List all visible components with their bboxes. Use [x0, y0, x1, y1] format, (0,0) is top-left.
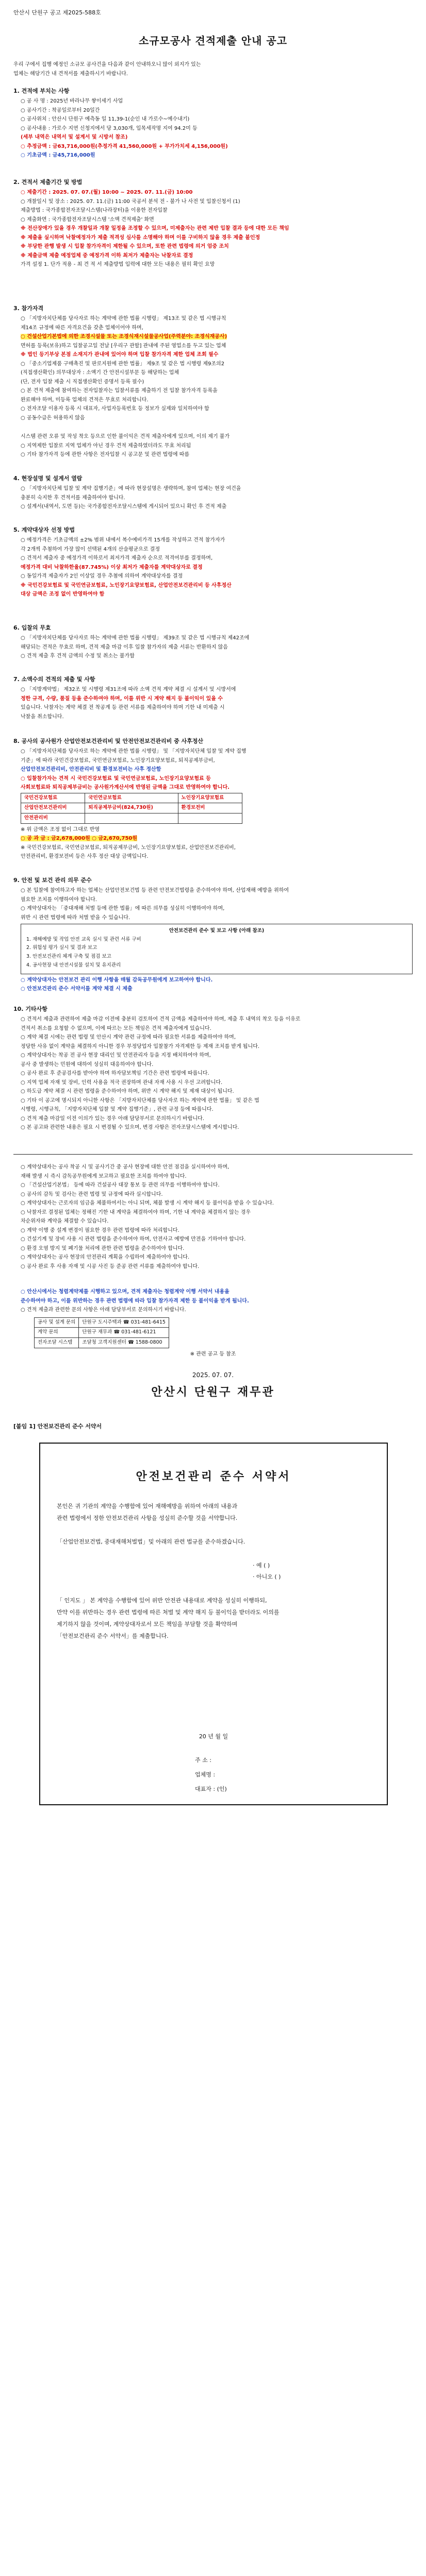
public-charge: ○ 공 과 금 : 금2,678,000원 ○ 금2,670,750원	[21, 836, 138, 842]
section-note: ※ 제출금액 제출 예정업체 중 예정가격 이하 최저가 제출자는 낙찰자로 결정	[21, 252, 193, 259]
table-cell: 노인장기요양보험료	[178, 793, 242, 803]
section-line: ○ 공사 완료 후 사용 자재 및 시공 사진 등 준공 관련 서류를 제출하여야 합니다.	[21, 1263, 200, 1269]
document-title: 소규모공사 견적제출 안내 공고	[138, 35, 288, 47]
table-row	[21, 803, 242, 814]
table-cell: 계약 문의	[35, 1328, 79, 1338]
intro-line: 우리 구에서 집행 예정인 소규모 공사건을 다음과 같이 안내하오니 많이 외지가 있는	[13, 62, 201, 67]
section-heading: 7. 소액수의 견적의 제출 및 사항	[13, 676, 95, 683]
section-line: ○ 낙찰자로 결정된 업체는 정해진 기한 내 계약을 체결하여야 하며, 기한 내 계약을 체결하지 않는 경우	[21, 1209, 251, 1215]
box-line: 2. 위험성 평가 실시 및 결과 보고	[26, 945, 97, 951]
section-heading: 10. 기타사항	[13, 1006, 47, 1012]
box-title: 안전보건관리 준수 및 보고 사항 (아래 참조)	[169, 928, 265, 934]
table-cell: 전자조달 시스템	[35, 1337, 79, 1348]
section-note: 정한 규격, 수량, 품질 등을 준수하여야 하며, 이를 위반 시 계약 해지 등 불이익이 있을 수	[21, 696, 223, 702]
safety-box	[21, 924, 413, 974]
section-line: ○ 기타 이 공고에 명시되지 아니한 사항은 「지방자치단체를 당사자로 하는 계약에 관한 법률」 및 같은 법	[21, 1097, 259, 1104]
pledge-option-yes[interactable]: · 예 ( )	[253, 1562, 270, 1569]
section-line: 견적서 취소를 요청할 수 없으며, 이에 따르는 모든 책임은 견적 제출자에게 있습니다.	[21, 1025, 211, 1031]
attachment-label: [붙임 1] 안전보건관리 준수 서약서	[13, 1423, 102, 1430]
section-10	[13, 1005, 413, 1133]
section-line: ○ 공사의 감독 및 검사는 관련 법령 및 규정에 따라 실시합니다.	[21, 1191, 163, 1197]
section-line: (단, 전자 입찰 제출 시 직접생산확인 증명서 등록 필수)	[21, 379, 144, 385]
section-line: 완료해야 하며, 미등록 업체의 견적은 무효로 처리합니다.	[21, 397, 149, 403]
representative-field[interactable]: 대표자 : (인)	[195, 1786, 227, 1792]
table-cell	[85, 813, 178, 823]
section-line: (세부 내역은 내역서 및 설계서 및 시방서 참조)	[21, 134, 128, 141]
pledge-title: 안전보건관리 준수 서약서	[136, 1470, 291, 1483]
pledge-line: 「 인지도 」 본 계약을 수행함에 있어 위반 안전관 내용대로 계약을 성실히 이행하되,	[57, 1597, 267, 1604]
section-line: 시스템 관련 오류 및 작성 착오 등으로 인한 불이익은 견적 제출자에게 있으며, 이의 제기 불가	[21, 434, 230, 439]
section-line: ○ 기타 참가자격 등에 관한 사항은 전자입찰 시 공고문 및 관련 법령에 따름	[21, 452, 190, 457]
section-6	[13, 623, 413, 662]
pledge-line: 본인은 귀 기관의 계약을 수행함에 있어 재해예방을 위하여 아래의 내용과	[57, 1503, 238, 1510]
section-line: 각 2개씩 추첨하여 가장 많이 선택된 4개의 산술평균으로 결정	[21, 546, 160, 552]
table-cell: 공사 및 설계 문의	[35, 1317, 79, 1328]
table-cell: 퇴직공제부금비(824,730원)	[85, 803, 178, 814]
section-line: ○ 하도급 계약 체결 시 관련 법령을 준수하여야 하며, 위반 시 계약 해지 및 제재 대상이 됩니다.	[21, 1089, 234, 1095]
section-heading: 3. 참가자격	[13, 305, 44, 312]
table-cell: 조달청 고객지원센터 ☎ 1588-0800	[79, 1337, 169, 1348]
box-line: 3. 안전보건관리 체계 구축 및 점검 보고	[26, 954, 111, 960]
license-requirement: ○ 건설산업기본법에 의한 조경시설물 또는 조경식재시설물공사업(주력분야: 조경식재공사)	[21, 334, 227, 340]
section-10-continued	[13, 1163, 413, 1272]
section-line: ○ 안전보건관리 준수 서약서를 계약 체결 시 제출	[21, 986, 133, 992]
section-line: 정당한 사유 없이 계약을 체결하지 아니한 경우 부정당업자 입찰참가 자격제한 등 제재 조치를 받게 됩니다.	[21, 1043, 260, 1049]
section-line: ○ 공사기간 : 착공일로부터 20일간	[21, 107, 100, 113]
section-1	[13, 87, 413, 161]
table-row	[21, 813, 242, 823]
section-line: ○ 계약상대자는 공사 착공 시 및 공사기간 중 공사 현장에 대한 안전 점검을 실시하여야 하며,	[21, 1164, 230, 1170]
section-line: ○ 견적 제출 마감일 이전 이의가 있는 경우 아래 담당부서로 문의하시기 바랍니다.	[21, 1115, 204, 1122]
notice-date: 2025. 07. 07.	[192, 1371, 234, 1379]
section-line: ○ 공동수급은 허용하지 않음	[21, 415, 85, 421]
section-note: ○ 입찰참가자는 견적 시 국민건강보험료 및 국민연금보험료, 노인장기요양보험료 등	[21, 775, 211, 782]
company-field[interactable]: 업체명 :	[195, 1771, 216, 1778]
section-line: ○ 공사 완료 후 준공검사를 받아야 하며 하자담보책임 기간은 관련 법령에 따릅니다.	[21, 1071, 209, 1077]
section-line: ○ 본 견적 제출에 참여하는 전자입찰자는 입찰서류를 제출하기 전 입찰 참가자격 등록을	[21, 388, 218, 394]
section-line: ※ 위 금액은 조정 없이 그대로 반영	[21, 826, 100, 833]
section-line: ○ 제출화면 : 국가종합전자조달시스템 '소액 견적제출' 화면	[21, 216, 154, 223]
section-line: 낙찰을 취소합니다.	[21, 714, 64, 720]
section-line: 제14조 규정에 따른 자격요건을 갖춘 업체이어야 하며,	[21, 325, 143, 331]
table-cell: 산업안전보건관리비	[21, 803, 85, 814]
section-line: ○ 공 사 명 : 2025년 바라나무 쌓이세기 사업	[21, 98, 123, 105]
pledge-line	[57, 1549, 370, 1560]
intro-line: 업체는 해당기간 내 견적서를 제출하시기 바랍니다.	[13, 71, 128, 77]
table-cell: 국민연금보험료	[85, 793, 178, 803]
table-row	[21, 793, 242, 803]
estimated-amount: ○ 추정금액 : 금63,716,000원(추정가격 41,560,000원 + 부가가치세 4,156,000원)	[21, 143, 228, 149]
section-note: ※ 부당한 관행 발생 시 입찰 참가자격이 제한될 수 있으며, 또한 관련 법령에 의거 엄중 조치	[21, 244, 229, 250]
section-line: 준수하여야 하고, 이를 위반하는 경우 관련 법령에 따라 입찰 참가자격 제한 등 불이익을 받게 됩니다.	[21, 1298, 249, 1304]
section-line: ○ 견적서 제출자 중 예정가격 이하로서 최저가격 제출자 순으로 적격여부를 결정하며,	[21, 555, 213, 562]
section-line: ○ 「중소기업제품 구매촉진 및 판로지원에 관한 법률」 제9조 및 같은 법 시행령 제9조의2	[21, 361, 225, 367]
section-line: ○ 전자조달 이용자 등록 시 대표자, 사업자등록번호 등 정보가 실제와 일치하여야 함	[21, 406, 209, 412]
section-line: ○ 견적서 제출과 관련하여 제출 마감 이전에 충분히 검토하여 견적 금액을 제출하여야 하며, 제출 후 내역의 착오 등을 이유로	[21, 1016, 301, 1023]
signer: 안산시 단원구 재무관	[151, 1386, 275, 1399]
section-4	[13, 474, 413, 512]
pledge-line: 제기하지 않을 것이며, 계약상대자로서 모든 책임을 부담할 것을 확약하며	[57, 1621, 238, 1628]
section-line: 해당되는 견적은 무효로 하며, 견적 제출 마감 이후 입찰 참가자의 제출 서류는 반환하지 않음	[21, 644, 228, 650]
section-note: ※ 국민건강보험료 및 국민연금보험료, 노인장기요양보험료, 산업안전보건관리비 등 사후정산	[21, 582, 232, 588]
section-line: ○ 건설기계 및 장비 사용 시 관련 법령을 준수하여야 하며, 안전사고 예방에 만전을 기하여야 합니다.	[21, 1236, 246, 1242]
section-line: ○ 계약상대자는 근로자의 임금을 체불하여서는 아니 되며, 체불 발생 시 계약 해지 등 불이익을 받을 수 있습니다.	[21, 1200, 274, 1206]
section-line: ○ 「지방계약법」 제32조 및 시행령 제31조에 따라 소액 견적 계약 체결 시 설계서 및 시방서에	[21, 687, 236, 693]
section-line: 공사 중 발생하는 민원에 대하여 성실히 대응하여야 합니다.	[21, 1061, 154, 1067]
section-line: ○ 공사내용 : 가로수 지연 신청지에서 당 3,030개, 입목세작명 지여 94.2미 등	[21, 125, 198, 131]
base-amount: ○ 기초금액 : 금45,716,000원	[21, 152, 95, 159]
section-line: 차순위자와 계약을 체결할 수 있습니다.	[21, 1218, 109, 1224]
section-heading: 1. 견적에 부치는 사항	[13, 88, 70, 94]
table-cell: 단원구 재무과 ☎ 031-481-6121	[79, 1328, 169, 1338]
section-heading: 5. 계약대상자 선정 방법	[13, 527, 75, 533]
table-cell: 국민건강보험료	[21, 793, 85, 803]
intro	[13, 61, 413, 79]
section-heading: 6. 입찰의 무효	[13, 624, 51, 631]
section-line: ※ 국민건강보험료, 국민연금보험료, 퇴직공제부금비, 노인장기요양보험료, 산업안전보건관리비,	[21, 844, 236, 851]
section-line: ○ 「지방자치단체를 당사자로 하는 계약에 관한 법률 시행령」 제13조 및 같은 법 시행규칙	[21, 316, 226, 322]
section-line: 제출방법 : 국가종합전자조달시스템(나라장터)을 이용한 전자입찰	[21, 208, 168, 214]
section-line: 충분히 숙지한 후 견적서를 제출하여야 합니다.	[21, 495, 125, 501]
pledge-line: 「안전보건관리 준수 서약서」를 제출합니다.	[57, 1632, 169, 1639]
address-field[interactable]: 주 소 :	[195, 1757, 211, 1764]
section-3-notes	[13, 433, 413, 460]
section-line: 안전관리비, 환경보전비 등은 사후 정산 대상 금액입니다.	[21, 854, 149, 860]
section-line: ○ 계약 체결 시에는 관련 법령 및 안산시 계약 관련 규정에 따라 필요한 서류를 제출하여야 하며,	[21, 1035, 236, 1041]
section-line: 필요한 조치를 이행하여야 합니다.	[21, 896, 97, 903]
section-line: ○ 계약 이행 중 설계 변경이 필요한 경우 관련 법령에 따라 처리합니다.	[21, 1227, 179, 1233]
document-number: 안산시 단원구 공고 제2025-588호	[13, 9, 101, 16]
section-line: ○ 견적 제출과 관련한 문의 사항은 아래 담당부서로 문의하시기 바랍니다.	[21, 1307, 186, 1313]
section-2	[13, 178, 413, 270]
pledge-date[interactable]: 20 년 월 일	[199, 1733, 228, 1740]
section-line: ○ 설계서(내역서, 도면 등)는 국가종합전자조달시스템에 게시되어 있으니 확인 후 견적 제출	[21, 504, 227, 510]
section-line: ○ 본 입찰에 참여하고자 하는 업체는 산업안전보건법 등 관련 안전보건법령을 준수하여야 하며, 산업재해 예방을 위하여	[21, 888, 289, 894]
section-7	[13, 675, 413, 722]
pledge-line: 「산업안전보건법, 중대재해처벌법」및 아래의 관련 법규를 준수하겠습니다.	[57, 1538, 245, 1545]
section-line: ○ 계약상대자는 착공 전 공사 현장 대리인 및 안전관리자 등을 지정 배치하여야 하며,	[21, 1053, 211, 1059]
section-note: ※ 제출을 실시하며 낙찰예정자가 제출 적격성 심사를 소명해야 하며 이를 구비하지 않을 경우 제출 불인정	[21, 234, 260, 241]
box-line: 1. 재해예방 및 작업 안전 교육 실시 및 관련 서류 구비	[26, 936, 141, 942]
table-cell: 환경보전비	[178, 803, 242, 814]
integrity-notice	[13, 1288, 413, 1359]
section-line: 면허를 등록(보유)하고 입찰공고일 전날 [우리구 관할] 관내에 주된 영업소를 두고 있는 업체	[21, 343, 226, 349]
section-line: ○ 안산시에서는 청렴계약제를 시행하고 있으며, 견적 제출자는 청렴계약 이행 서약서 내용을	[21, 1289, 230, 1295]
section-heading: 2. 견적서 제출기간 및 방법	[13, 179, 83, 185]
section-line: 재해 발생 시 즉시 감독공무원에게 보고하고 필요한 조치를 하여야 합니다.	[21, 1173, 187, 1179]
section-line: ○ 지역 업체 자재 및 장비, 인력 사용을 적극 권장하며 관내 자재 사용 시 우선 고려합니다.	[21, 1079, 223, 1086]
section-line: ○ 「건설산업기본법」 등에 따라 건설공사 대장 통보 등 관련 의무를 이행하여야 합니다.	[21, 1182, 220, 1188]
section-heading: 9. 안전 및 보건 관리 의무 준수	[13, 877, 92, 884]
pledge-option-no[interactable]: · 아니오 ( )	[253, 1573, 281, 1581]
section-line: ○ 동일가격 제출자가 2인 이상일 경우 추첨에 의하여 계약대상자를 결정	[21, 573, 183, 580]
box-line: 4. 공사현장 내 안전시설물 설치 및 유지관리	[26, 962, 121, 968]
contact-table	[34, 1317, 169, 1348]
section-line: ○ 예정가격은 기초금액의 ±2% 범위 내에서 복수예비가격 15개를 작성하고 견적 참가자가	[21, 537, 225, 544]
section-3	[13, 304, 413, 423]
section-line: 가격 설정 1. 단가 적용 - 최 견 적 서 제출방법 입력에 대한 모든 내용은 필히 확인 요망	[21, 262, 215, 268]
pledge-line: 만약 이를 위반하는 경우 관련 법령에 따른 처벌 및 계약 해지 등 불이익을 받더라도 이의를	[57, 1609, 280, 1616]
table-row	[35, 1317, 169, 1328]
section-heading: 8. 공사의 공사원가 산업안전보건관리비 및 안전안전보건관리비 중 사후정산	[13, 738, 204, 744]
section-line: ○ 견적 제출 후 견적 금액의 수정 및 취소는 불가함	[21, 653, 135, 659]
section-5	[13, 526, 413, 600]
table-cell	[178, 813, 242, 823]
section-line: ○ 계약상대자는 「중대재해 처벌 등에 관한 법률」에 따른 의무를 성실히 이행하여야 하며,	[21, 906, 225, 912]
table-row	[35, 1337, 169, 1348]
pledge-line: 관련 법령에서 정한 안전보건관리 사항을 성실히 준수할 것을 서약합니다.	[57, 1514, 238, 1521]
table-cell: 안전관리비	[21, 813, 85, 823]
section-line: ○ 계약상대자는 안전보건 관리 이행 사항을 매월 감독공무원에게 보고하여야 합니다.	[21, 977, 213, 983]
award-rate: 예정가격 대비 낙찰하한율(87.745%) 이상 최저가 제출자를 계약대상자로 결정	[21, 564, 203, 570]
divider	[13, 1154, 413, 1155]
section-line: 산업안전보건관리비, 안전관리비 및 환경보전비는 사후 정산함	[21, 767, 161, 773]
section-9	[13, 876, 413, 994]
section-line: 기준」에 따라 국민건강보험료, 국민연금보험료, 노인장기요양보험료, 퇴직공제부금비,	[21, 757, 215, 764]
submission-period: ○ 제출기간 : 2025. 07. 07.(월) 10:00 ~ 2025. 07. 11.(금) 10:00	[21, 190, 193, 196]
footer-note: ※ 관련 공고 등 참조	[190, 1351, 236, 1357]
section-line: ○ 계약상대자는 공사 현장의 안전관리 계획을 수립하여 제출하여야 합니다.	[21, 1255, 190, 1260]
section-line: ○ 「지방자치단체를 당사자로 하는 계약에 관한 법률 시행령」 제39조 및 같은 법 시행규칙 제42조에	[21, 635, 250, 641]
pledge-line	[57, 1525, 370, 1536]
section-line: ○ 본 공고와 관련한 내용은 필요 시 변경될 수 있으며, 변경 사항은 전자조달시스템에 게시합니다.	[21, 1125, 239, 1131]
pledge-line	[57, 1584, 370, 1595]
section-line: 있습니다. 낙찰자는 계약 체결 전 착공계 등 관련 서류를 제출하여야 하며 기한 내 미제출 시	[21, 705, 225, 711]
section-line: 위반 시 관련 법령에 따라 처벌 받을 수 있습니다.	[21, 914, 130, 921]
section-line: ○ 「지방자치단체를 당사자로 하는 계약에 관한 법률 시행령」 및 「지방자치단체 입찰 및 계약 집행	[21, 749, 247, 755]
section-line: (직접생산확인) 의무대상자 : 소액기 간 안전시설부문 등 해당하는 업체	[21, 370, 179, 376]
section-note: ※ 전산장애가 있을 경우 개찰일과 개찰 일정을 조정할 수 있으며, 미제출자는 관련 제반 입찰 결과 등에 대한 모든 책임	[21, 226, 289, 232]
table-row	[35, 1328, 169, 1338]
section-line: ○ 「지방자치단체 입찰 및 계약 집행기준」에 따라 현장설명은 생략하며, 참여 업체는 현장 여건을	[21, 486, 241, 492]
section-heading: 4. 현장설명 및 설계서 열람	[13, 475, 83, 482]
section-line: ○ 지역제한 입찰로 지역 업체가 아닌 경우 견적 제출하였더라도 무효 처리됨	[21, 443, 191, 449]
table-cell: 단원구 도시주택과 ☎ 031-481-6415	[79, 1317, 169, 1328]
pledge-form	[39, 1443, 388, 1805]
section-line: 시행령, 시행규칙, 「지방자치단체 입찰 및 계약 집행기준」, 관련 규정 등에 따릅니다.	[21, 1107, 214, 1113]
section-note: 대상 금액은 조정 없이 반영하여야 함	[21, 591, 105, 598]
cost-table	[21, 793, 242, 824]
section-8	[13, 737, 413, 862]
section-note: ※ 법인 등기부상 본점 소재지가 관내에 있어야 하며 입찰 참가자격 제한 업체 조회 필수	[21, 352, 219, 358]
section-note: 사회보험료와 퇴직공제부금비는 공사원가계산서에 반영된 금액을 그대로 반영하여야 합니다.	[21, 785, 230, 791]
section-line: ○ 환경 오염 방지 및 폐기물 처리에 관한 관련 법령을 준수하여야 합니다.	[21, 1245, 185, 1251]
section-line: ○ 공사위치 : 안산시 단원구 예측동 일 11,39-1(순인 내 가로수~예수내기)	[21, 116, 190, 123]
section-line: ○ 개찰일시 및 장소 : 2025. 07. 11.(금) 11:00 국공서 분석 전 - 불가 나 사전 및 입찰신청서 (1)	[21, 198, 240, 205]
